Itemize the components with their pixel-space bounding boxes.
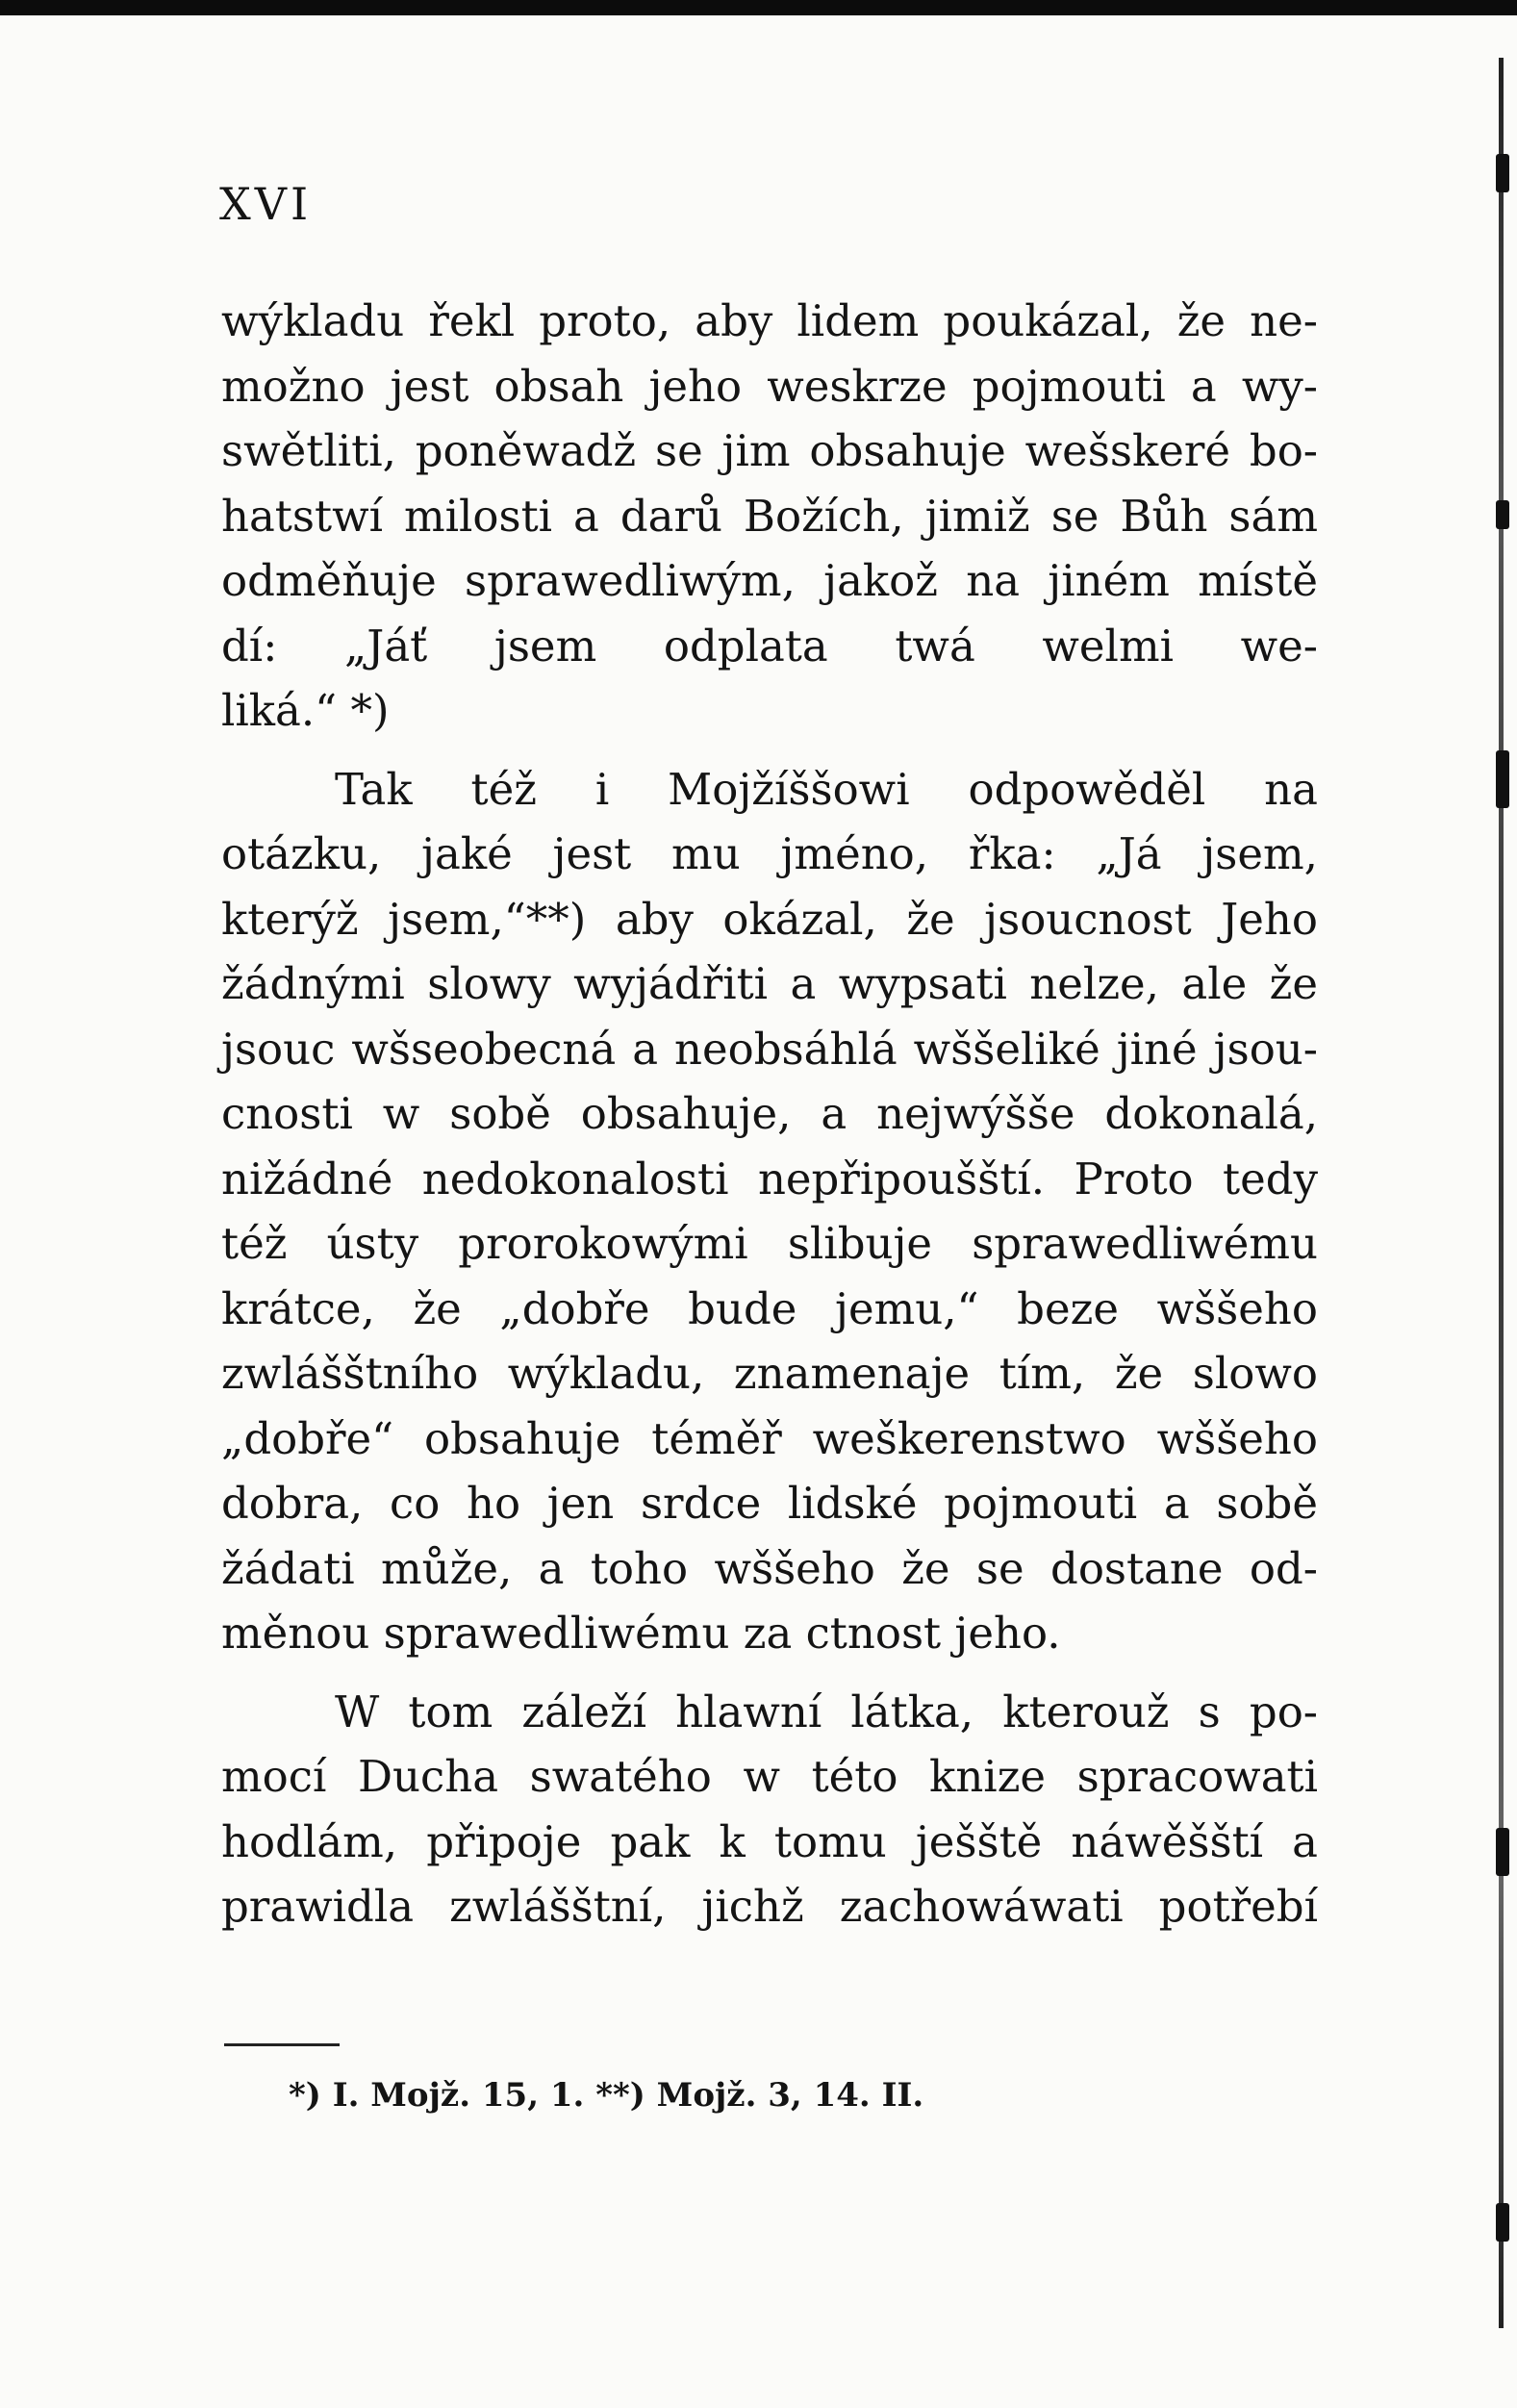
text-line: zwlášštního wýkladu, znamenaje tím, že slowo bbox=[221, 1348, 1318, 1399]
binding-mark bbox=[1496, 500, 1509, 529]
text-line: hatstwí milosti a darů Božích, jimiž se Bůh sám bbox=[221, 490, 1318, 542]
page-edge-shadow bbox=[1499, 58, 1504, 2328]
text-line: Tak též i Mojžíššowi odpowěděl na bbox=[335, 763, 1318, 815]
text-line: liká.“ *) bbox=[221, 685, 390, 736]
text-line: též ústy prorokowými slibuje sprawedliwému bbox=[221, 1218, 1318, 1269]
binding-mark bbox=[1496, 1828, 1509, 1876]
text-line: dí: „Jáť jsem odplata twá welmi we- bbox=[221, 620, 1318, 672]
binding-mark bbox=[1496, 2203, 1509, 2242]
text-line: hodlám, připoje pak k tomu ješště náwěšští a bbox=[221, 1815, 1318, 1867]
scan-top-border bbox=[0, 0, 1517, 15]
text-line: možno jest obsah jeho weskrze pojmouti a wy- bbox=[221, 360, 1318, 412]
text-line: W tom záleží hlawní látka, kterouž s po- bbox=[335, 1686, 1318, 1737]
text-line: kterýž jsem,“**) aby okázal, že jsoucnost Jeho bbox=[221, 893, 1318, 945]
text-line: dobra, co ho jen srdce lidské pojmouti a sobě bbox=[221, 1478, 1318, 1529]
text-line: žádati může, a toho wššeho že se dostane od- bbox=[221, 1542, 1318, 1594]
footnotes: *) I. Mojž. 15, 1. **) Mojž. 3, 14. II. bbox=[289, 2076, 924, 2115]
footnote-rule bbox=[224, 2043, 340, 2046]
text-line: měnou sprawedliwému za ctnost jeho. bbox=[221, 1608, 1061, 1659]
text-line: wýkladu řekl proto, aby lidem poukázal, že ne- bbox=[221, 295, 1318, 346]
binding-mark bbox=[1496, 154, 1509, 192]
text-line: swětliti, poněwadž se jim obsahuje wešskeré bo- bbox=[221, 425, 1318, 476]
body-text bbox=[221, 289, 1318, 1939]
text-line: žádnými slowy wyjádřiti a wypsati nelze, ale že bbox=[221, 958, 1318, 1009]
binding-mark bbox=[1496, 750, 1509, 808]
page-number: XVI bbox=[219, 178, 313, 230]
text-line: „dobře“ obsahuje téměř weškerenstwo wššeho bbox=[221, 1412, 1318, 1464]
text-line: prawidla zwlášštní, jichž zachowáwati potřebí bbox=[221, 1881, 1318, 1932]
text-line: mocí Ducha swatého w této knize spracowati bbox=[221, 1751, 1318, 1802]
text-line: cnosti w sobě obsahuje, a nejwýšše dokonalá, bbox=[221, 1088, 1318, 1139]
text-line: nižádné nedokonalosti nepřipoušští. Proto tedy bbox=[221, 1153, 1318, 1204]
text-line: krátce, že „dobře bude jemu,“ beze wššeho bbox=[221, 1282, 1318, 1334]
text-line: odměňuje sprawedliwým, jakož na jiném místě bbox=[221, 555, 1318, 606]
text-line: otázku, jaké jest mu jméno, řka: „Já jsem, bbox=[221, 828, 1318, 879]
text-line: jsouc wšseobecná a neobsáhlá wššeliké jiné jsou- bbox=[221, 1023, 1318, 1075]
